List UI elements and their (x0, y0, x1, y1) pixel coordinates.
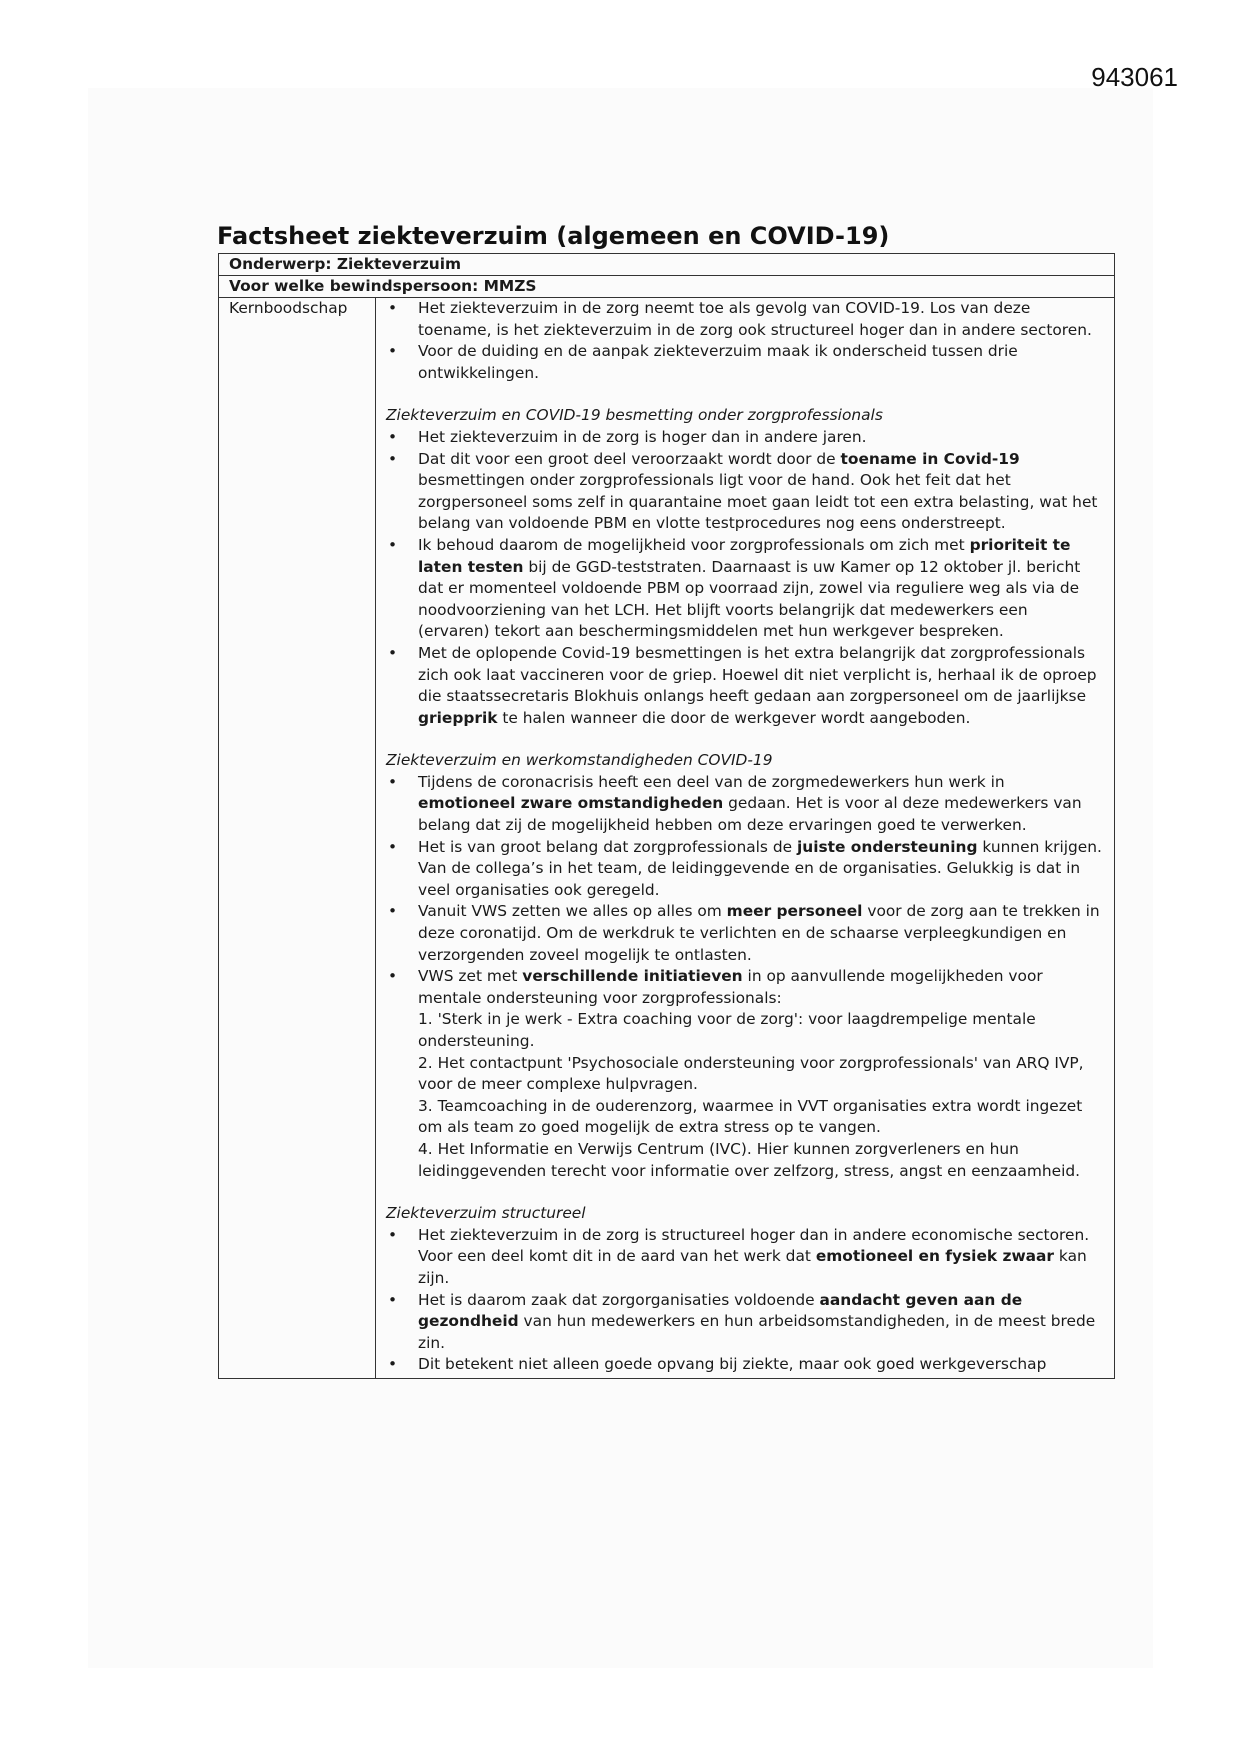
structural-bullets (386, 1225, 1104, 1376)
document-number: 943061 (1091, 62, 1178, 92)
bold-text: prioriteit te laten testen (418, 535, 1071, 576)
section-heading: Ziekteverzuim en werkomstandigheden COVID-19 (386, 751, 773, 770)
text: bij de GGD-teststraten. Daarnaast is uw Kamer op 12 oktober jl. bericht dat er momenteel voldoende PBM op voorraad zijn, zowel via reguliere weg als via de noodvoorziening van het LCH. Het blijft voorts belangrijk dat medewerkers een (ervaren) tekort aan beschermingsmiddelen met hun werkgever bespreken. (418, 557, 1081, 641)
text: Het is daarom zaak dat zorgorganisaties voldoende (418, 1290, 820, 1309)
infection-section (386, 405, 1104, 729)
bold-text: juiste ondersteuning (796, 837, 978, 856)
list-item (386, 966, 1104, 1182)
working-conditions-bullets (386, 772, 1104, 1182)
numbered-item: 3. Teamcoaching in de ouderenzorg, waarmee in VVT organisaties extra wordt ingezet om als team zo goed mogelijk de extra stress op te vangen. (418, 1096, 1083, 1137)
bold-text: toename in Covid-19 (840, 449, 1020, 468)
text: van hun medewerkers en hun arbeidsomstandigheden, in de meest brede zin. (418, 1312, 1096, 1352)
minister-row (219, 276, 1115, 298)
bold-text: aandacht geven aan de gezondheid (418, 1290, 1023, 1331)
intro-section (386, 298, 1104, 384)
subject-row (219, 254, 1115, 276)
text: kunnen krijgen. Van de collega’s in het team, de leidinggevende en de organisaties. Gelukkig is dat in veel organisaties ook geregeld. (418, 837, 1102, 899)
list-item (386, 449, 1104, 535)
text: Het is van groot belang dat zorgprofessionals de (418, 837, 797, 856)
page-title: Factsheet ziekteverzuim (algemeen en COVID-19) (217, 222, 890, 250)
infection-bullets (386, 427, 1104, 729)
working-conditions-section (386, 750, 1104, 1182)
list-item (386, 772, 1104, 837)
list-item: • Het ziekteverzuim in de zorg is hoger dan in andere jaren. (386, 427, 1104, 449)
text: voor de zorg aan te trekken in deze coronatijd. Om de werkdruk te verlichten en de schaarse verpleegkundigen en verzorgenden zoveel mogelijk te ontlasten. (418, 902, 1100, 964)
initiatives-list (418, 1009, 1104, 1182)
text: besmettingen onder zorgprofessionals ligt voor de hand. Ook het feit dat het zorgpersoneel soms zelf in quarantaine moet gaan leidt tot een extra belasting, wat het belang van voldoende PBM en vlotte testprocedures nog eens onderstreept. (418, 471, 1098, 533)
text: Tijdens de coronacrisis heeft een deel van de zorgmedewerkers hun werk in (418, 772, 1005, 791)
list-item (386, 901, 1104, 966)
structural-section (386, 1203, 1104, 1376)
bold-text: emotioneel en fysiek zwaar (815, 1247, 1055, 1266)
core-message-row (219, 298, 1115, 1379)
text: te halen wanneer die door de werkgever wordt aangeboden. (497, 708, 971, 727)
list-item (386, 1290, 1104, 1355)
core-message-content (376, 298, 1115, 1379)
section-heading: Ziekteverzuim structureel (386, 1204, 586, 1223)
intro-bullets (386, 298, 1104, 384)
text: Dat dit voor een groot deel veroorzaakt wordt door de (418, 449, 841, 468)
text: Het ziekteverzuim in de zorg is structureel hoger dan in andere economische sectoren. Voor een deel komt dit in de aard van het werk dat (418, 1225, 1090, 1266)
text: in op aanvullende mogelijkheden voor mentale ondersteuning voor zorgprofessionals: (418, 967, 1043, 1007)
bold-text: verschillende initiatieven (522, 967, 743, 986)
numbered-item: 2. Het contactpunt 'Psychosociale ondersteuning voor zorgprofessionals' van ARQ IVP, voor de meer complexe hulpvragen. (418, 1053, 1084, 1094)
list-item (386, 1225, 1104, 1290)
factsheet-table (218, 253, 1115, 1379)
bold-text: emotioneel zware omstandigheden (418, 794, 724, 813)
list-item: • Dit betekent niet alleen goede opvang bij ziekte, maar ook goed werkgeverschap (386, 1354, 1104, 1376)
core-message-label: Kernboodschap (219, 298, 376, 1379)
list-item: • Het ziekteverzuim in de zorg neemt toe als gevolg van COVID-19. Los van deze toename, is het ziekteverzuim in de zorg ook structureel hoger dan in andere sectoren. (386, 298, 1104, 341)
subject-cell: Onderwerp: Ziekteverzuim (219, 254, 1115, 276)
section-heading: Ziekteverzuim en COVID-19 besmetting onder zorgprofessionals (386, 406, 883, 425)
minister-cell: Voor welke bewindspersoon: MMZS (219, 276, 1115, 298)
numbered-item: 4. Het Informatie en Verwijs Centrum (IVC). Hier kunnen zorgverleners en hun leidinggevenden terecht voor informatie over zelfzorg, stress, angst en eenzaamheid. (418, 1139, 1081, 1180)
text: kan zijn. (418, 1247, 1087, 1287)
list-item (386, 643, 1104, 729)
text: Vanuit VWS zetten we alles op alles om (418, 902, 727, 921)
list-item (386, 837, 1104, 902)
list-item: • Voor de duiding en de aanpak ziekteverzuim maak ik onderscheid tussen drie ontwikkelingen. (386, 341, 1104, 384)
text: Met de oplopende Covid-19 besmettingen is het extra belangrijk dat zorgprofessionals zich ook laat vaccineren voor de griep. Hoewel dit niet verplicht is, herhaal ik de oproep die staatssecretaris Blokhuis onlangs heeft gedaan aan zorgpersoneel om de jaarlijkse (418, 643, 1097, 706)
bold-text: griepprik (418, 708, 498, 727)
numbered-item: 1. 'Sterk in je werk - Extra coaching voor de zorg': voor laagdrempelige mentale ondersteuning. (418, 1010, 1036, 1050)
text: VWS zet met (418, 967, 523, 986)
bold-text: meer personeel (726, 902, 863, 921)
text: gedaan. Het is voor al deze medewerkers van belang dat zij de mogelijkheid hebben om deze ervaringen goed te verwerken. (418, 794, 1082, 835)
list-item (386, 535, 1104, 643)
text: Ik behoud daarom de mogelijkheid voor zorgprofessionals om zich met (418, 535, 970, 554)
